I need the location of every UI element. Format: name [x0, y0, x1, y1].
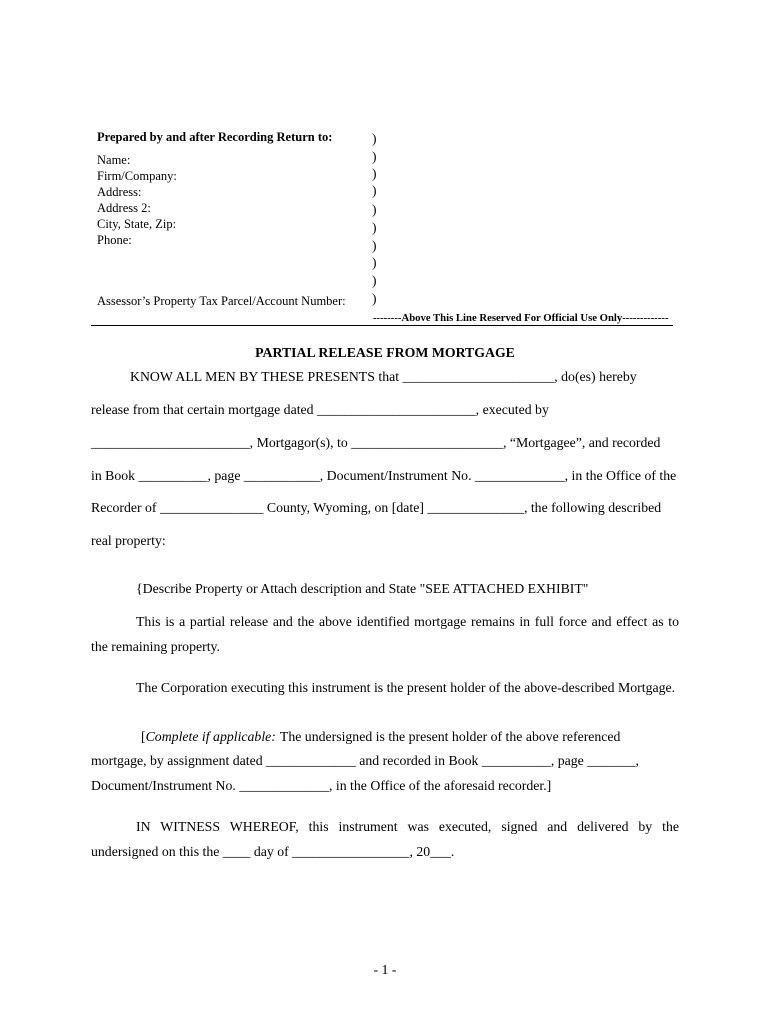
assignment-line: mortgage, by assignment dated _____________ and recorded in Book __________, page _______,: [91, 753, 639, 768]
partial-release-line: This is a partial release and the above identified mortgage remains in full force and effect as to: [136, 614, 679, 629]
page-number: - 1 -: [373, 962, 397, 977]
document-title: PARTIAL RELEASE FROM MORTGAGE: [255, 345, 515, 360]
address-2-label: Address 2:: [97, 201, 151, 215]
bracket-mark: ): [372, 149, 377, 164]
recital-line: KNOW ALL MEN BY THESE PRESENTS that ______________________, do(es) hereby: [130, 369, 637, 384]
name-label: Name:: [97, 153, 131, 167]
assignment-first-line: [141, 728, 620, 746]
parcel-number-label: Assessor’s Property Tax Parcel/Account Number:: [97, 294, 346, 308]
bracket-mark: ): [372, 220, 377, 235]
bracket-mark: ): [372, 238, 377, 253]
official-use-notice: --------Above This Line Reserved For Official Use Only-------------: [373, 312, 669, 324]
partial-release-line: the remaining property.: [91, 639, 220, 654]
city-state-zip-label: City, State, Zip:: [97, 217, 177, 231]
bracket-mark: ): [372, 131, 377, 146]
firm-company-label: Firm/Company:: [97, 169, 177, 183]
witness-line: IN WITNESS WHEREOF, this instrument was executed, signed and delivered by the: [136, 819, 679, 834]
bracket-mark: ): [372, 183, 377, 198]
bracket-mark: ): [372, 291, 377, 306]
prepared-by-heading: Prepared by and after Recording Return to:: [97, 130, 333, 144]
property-description: {Describe Property or Attach description and State "SEE ATTACHED EXHIBIT": [136, 581, 589, 596]
corporation-statement: The Corporation executing this instrument is the present holder of the above-described Mortgage.: [136, 680, 676, 695]
open-bracket: [: [141, 729, 146, 744]
phone-label: Phone:: [97, 233, 132, 247]
recital-line: in Book __________, page ___________, Document/Instrument No. _____________, in the Office of the: [91, 468, 677, 483]
bracket-mark: ): [372, 202, 377, 217]
recital-line: Recorder of _______________ County, Wyoming, on [date] ______________, the following described: [91, 500, 662, 515]
bracket-mark: ): [372, 166, 377, 181]
recital-line: _______________________, Mortgagor(s), to ______________________, “Mortgagee”, and recorded: [91, 435, 661, 450]
recital-line: release from that certain mortgage dated _______________________, executed by: [91, 402, 549, 417]
assignment-text: The undersigned is the present holder of the above referenced: [279, 729, 621, 744]
witness-line: undersigned on this the ____ day of _________________, 20___.: [91, 844, 455, 859]
recital-line: real property:: [91, 533, 166, 548]
bracket-mark: ): [372, 255, 377, 270]
bracket-mark: ): [372, 273, 377, 288]
assignment-line: Document/Instrument No. _____________, in the Office of the aforesaid recorder.]: [91, 778, 552, 793]
address-label: Address:: [97, 185, 142, 199]
conditional-label: Complete if applicable:: [145, 729, 276, 744]
header-divider-line: [91, 325, 673, 326]
